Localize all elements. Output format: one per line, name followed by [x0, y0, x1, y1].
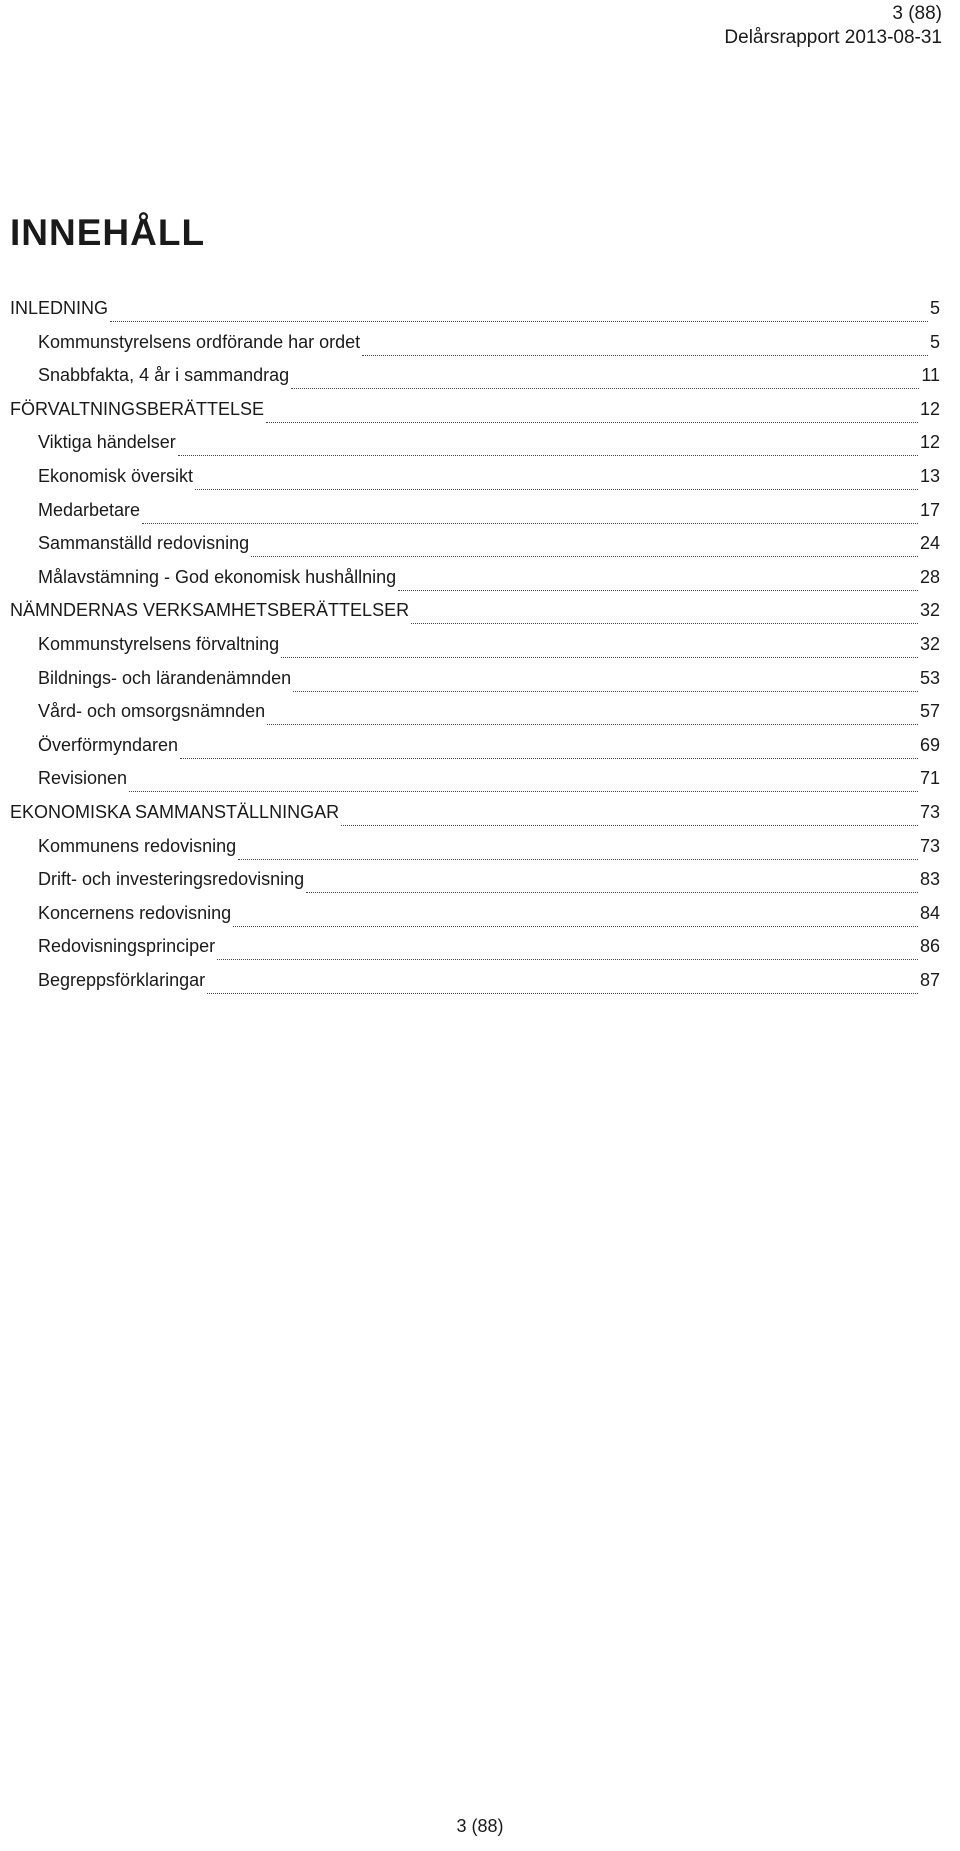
dot-leader — [238, 859, 918, 860]
dot-leader — [217, 959, 918, 960]
dot-leader — [207, 993, 918, 994]
page-footer — [0, 1816, 960, 1837]
header-report-title: Delårsrapport 2013-08-31 — [724, 27, 942, 48]
toc-entry[interactable] — [38, 735, 940, 761]
dot-leader — [281, 657, 918, 658]
toc-entry-label: Sammanställd redovisning — [38, 533, 250, 554]
dot-leader — [110, 321, 928, 322]
dot-leader — [266, 422, 918, 423]
dot-leader — [291, 388, 919, 389]
toc-entry-page: 73 — [919, 835, 940, 856]
toc-entry[interactable] — [38, 768, 940, 794]
toc-entry-label: Medarbetare — [38, 499, 141, 520]
dot-leader — [129, 791, 918, 792]
dot-leader — [142, 523, 918, 524]
toc-entry[interactable] — [38, 869, 940, 895]
dot-leader — [341, 825, 918, 826]
toc-entry-label: Revisionen — [38, 768, 128, 789]
toc-entry[interactable] — [38, 634, 940, 660]
toc-entry[interactable] — [10, 298, 940, 324]
toc-entry-page: 71 — [919, 768, 940, 789]
toc-entry-page: 12 — [919, 398, 940, 419]
toc-entry-page: 13 — [919, 466, 940, 486]
toc-entry-page: 69 — [919, 734, 940, 755]
toc-entry[interactable] — [38, 668, 940, 694]
toc-entry[interactable] — [10, 802, 940, 828]
toc-entry-label: Viktiga händelser — [38, 432, 176, 453]
toc-entry-label: Målavstämning - God ekonomisk hushållning — [38, 566, 397, 587]
toc-entry-page: 53 — [919, 667, 940, 688]
dot-leader — [180, 758, 918, 759]
toc-entry[interactable] — [38, 332, 940, 358]
footer-page-number: 3 (88) — [456, 1816, 504, 1836]
toc-entry[interactable] — [38, 836, 940, 862]
toc-entry[interactable] — [38, 500, 940, 526]
toc-entry-label: EKONOMISKA SAMMANSTÄLLNINGAR — [10, 802, 340, 822]
toc-entry[interactable] — [38, 365, 940, 391]
toc-entry-label: Koncernens redovisning — [38, 902, 232, 923]
toc-entry[interactable] — [38, 903, 940, 929]
toc-entry-label: INLEDNING — [10, 298, 109, 318]
toc-entry-page: 57 — [919, 701, 940, 722]
toc-entry-page: 24 — [919, 533, 940, 554]
toc-entry-page: 11 — [921, 365, 940, 386]
toc-entry-page: 5 — [929, 331, 940, 352]
toc-entry-label: Ekonomisk översikt — [38, 466, 194, 486]
dot-leader — [398, 590, 918, 591]
toc-entry-label: Kommunens redovisning — [38, 835, 237, 856]
toc-entry-page: 32 — [919, 634, 940, 654]
toc-entry-page: 28 — [919, 566, 940, 587]
toc-entry[interactable] — [38, 970, 940, 996]
toc-entry-page: 84 — [919, 902, 940, 923]
toc-entry[interactable] — [38, 701, 940, 727]
toc-entry-page: 73 — [919, 802, 940, 822]
toc-entry-label: Drift- och investeringsredovisning — [38, 869, 305, 890]
dot-leader — [233, 926, 918, 927]
toc-entry[interactable] — [38, 533, 940, 559]
toc-entry-label: NÄMNDERNAS VERKSAMHETSBERÄTTELSER — [10, 600, 410, 621]
dot-leader — [293, 691, 918, 692]
dot-leader — [251, 556, 918, 557]
header-page-number: 3 (88) — [892, 3, 942, 24]
toc-entry[interactable] — [10, 600, 940, 626]
toc-entry[interactable] — [38, 936, 940, 962]
toc-entry-page: 87 — [919, 970, 940, 990]
dot-leader — [362, 355, 928, 356]
toc-entry-label: Kommunstyrelsens ordförande har ordet — [38, 331, 361, 352]
toc-entry-page: 12 — [919, 432, 940, 453]
dot-leader — [411, 623, 918, 624]
dot-leader — [178, 455, 918, 456]
toc-entry-page: 5 — [929, 298, 940, 318]
toc-entry-page: 86 — [919, 936, 940, 957]
dot-leader — [195, 489, 918, 490]
page-header — [724, 2, 942, 50]
toc-entry-label: Redovisningsprinciper — [38, 936, 216, 957]
toc-entry[interactable] — [10, 399, 940, 425]
toc-entry-label: Snabbfakta, 4 år i sammandrag — [38, 365, 290, 386]
toc-entry-label: Bildnings- och lärandenämnden — [38, 667, 292, 688]
toc-entry-page: 83 — [919, 869, 940, 890]
toc-entry-label: Begreppsförklaringar — [38, 970, 206, 990]
toc-entry-page: 32 — [919, 600, 940, 621]
dot-leader — [267, 724, 918, 725]
toc-entry-label: Kommunstyrelsens förvaltning — [38, 634, 280, 654]
toc-entry[interactable] — [38, 432, 940, 458]
toc-entry-label: Vård- och omsorgsnämnden — [38, 701, 266, 722]
toc-entry[interactable] — [38, 567, 940, 593]
page-title: INNEHÅLL — [10, 212, 206, 253]
toc-entry-page: 17 — [919, 499, 940, 520]
toc-entry[interactable] — [38, 466, 940, 492]
toc-entry-label: FÖRVALTNINGSBERÄTTELSE — [10, 398, 265, 419]
dot-leader — [306, 892, 918, 893]
toc-entry-label: Överförmyndaren — [38, 734, 179, 755]
